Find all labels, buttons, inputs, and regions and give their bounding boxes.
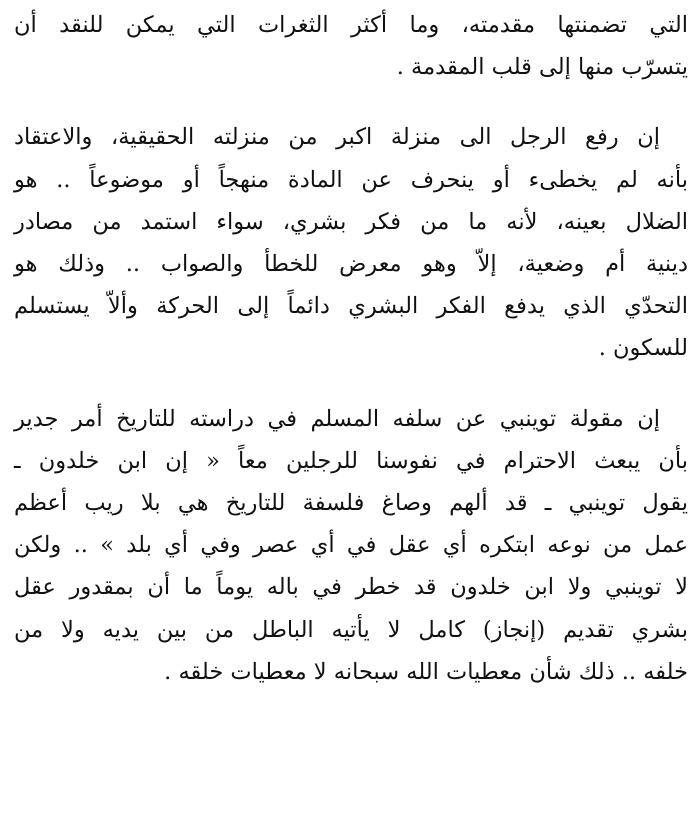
paragraph-spacer xyxy=(14,88,688,116)
paragraph-spacer xyxy=(14,370,688,398)
text-line: دينية أم وضعية، إلاّ وهو معرض للخطأ والصواب .. وذلك هو xyxy=(14,251,688,278)
text-line: التحدّي الذي يدفع الفكر البشري دائماً إلى الحركة وألاّ يستسلم xyxy=(14,293,688,320)
paragraph-2 xyxy=(14,116,688,369)
paragraph-1 xyxy=(14,4,688,88)
paragraph-3 xyxy=(14,398,688,693)
text-line: يتسرّب منها إلى قلب المقدمة . xyxy=(396,54,688,81)
text-line: عمل من نوعه ابتكره أي عقل في أي عصر وفي أي بلد » .. ولكن xyxy=(14,532,688,559)
text-line: خلفه .. ذلك شأن معطيات الله سبحانه لا معطيات خلقه . xyxy=(164,658,688,685)
text-line: بشري تقديم (إنجاز) كامل لا يأتيه الباطل من بين يديه ولا من xyxy=(14,616,688,643)
text-line: إن رفع الرجل الى منزلة اكبر من منزلته الحقيقية، والاعتقاد xyxy=(14,124,660,151)
text-line: بأن يبعث الاحترام في نفوسنا للرجلين معاً « إن ابن خلدون ـ xyxy=(14,447,688,474)
text-line: التي تضمنتها مقدمته، وما أكثر الثغرات التي يمكن للنقد أن xyxy=(14,12,688,38)
text-line: الضلال بعينه، لأنه ما من فكر بشري، سواء استمد من مصادر xyxy=(14,208,688,235)
text-line: إن مقولة توينبي عن سلفه المسلم في دراسته للتاريخ أمر جدير xyxy=(14,405,660,432)
text-line: للسكون . xyxy=(598,335,688,362)
text-line: بأنه لم يخطىء أو ينحرف عن المادة منهجاً أو موضوعاً .. هو xyxy=(14,166,688,193)
text-line: يقول توينبي ـ قد ألهم وصاغ فلسفة للتاريخ هي بلا ريب أعظم xyxy=(14,490,688,517)
text-line: لا توينبي ولا ابن خلدون قد خطر في باله يوماً ما أن بمقدور عقل xyxy=(14,574,688,601)
